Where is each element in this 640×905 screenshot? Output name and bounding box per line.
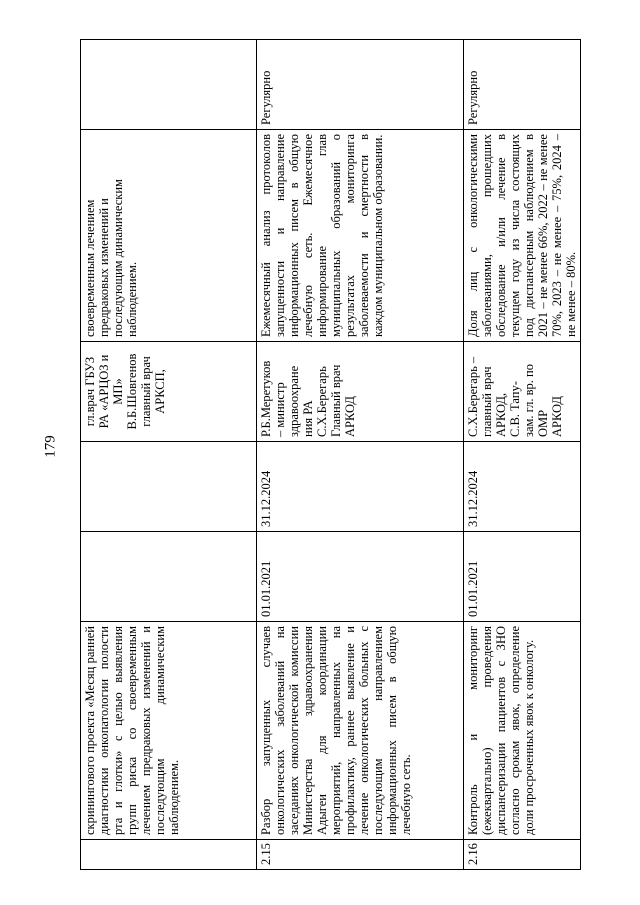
activity-cell: Контроль и мониторинг (ежеквартально) проведения диспансеризации пациентов с ЗНО согласно срокам явок, определение доли просроченных явок к онкологу. (464, 622, 581, 840)
periodicity-cell: Регулярно (464, 40, 581, 130)
table-row (464, 40, 581, 870)
responsible-line: – министр (273, 382, 287, 437)
responsible-line: АРКСП, (153, 369, 167, 414)
page-number: 179 (42, 435, 59, 458)
responsible-line: В.Б.Шовгенов (125, 353, 139, 430)
result-cell: Ежемесячный анализ протоколов запущенности и направление информационных писем в общую лечебную сеть. Ежемесячное информирование глав муниципальных образований о результатах мониторинга заболеваемости и смертности в каждом муниципальном образовании. (257, 130, 464, 342)
responsible-line: Р.Б.Меретуков (259, 360, 273, 437)
responsible-line: ния РА (301, 400, 315, 437)
responsible-cell (464, 342, 581, 442)
responsible-line: АРКОД (550, 396, 564, 437)
result-cell: Доля лиц с онкологическими заболеваниями, прошедших обследование и/или лечение в текущем году из числа состоящих под диспансерным наблюдением в 2021 – не менее 66%, 2022 – не менее 70%, 2023 – не менее – 75%, 2024 – не менее – 80%. (464, 130, 581, 342)
plan-table (80, 39, 581, 870)
responsible-line: АРКОД (343, 396, 357, 437)
table-row (257, 40, 464, 870)
end-date-cell (81, 442, 257, 532)
responsible-line: С.Х.Берегарь – (466, 356, 480, 437)
responsible-line: С.В. Тапу- (508, 381, 522, 437)
periodicity-cell: Регулярно (257, 40, 464, 130)
responsible-line: главный врач (139, 356, 153, 427)
responsible-line: гл.врач ГБУЗ (83, 356, 97, 427)
responsible-line: РА «АРЦОЗ и (97, 354, 111, 429)
responsible-line: МП» (111, 378, 125, 405)
responsible-line: Главный врач (329, 364, 343, 437)
responsible-line: главный врач (480, 366, 494, 437)
activity-cell: скринингового проекта «Месяц ранней диагностики онкопатологии полости рта и глотки» с целью выявления групп риска со своевременным лечением предраковых изменений и последующим динамическим наблюдением. (81, 622, 257, 840)
responsible-line: зам. гл. вр. по (522, 364, 536, 437)
start-date-cell: 01.01.2021 (257, 532, 464, 622)
end-date-cell: 31.12.2024 (464, 442, 581, 532)
responsible-line: С.Х.Берегарь (315, 366, 329, 437)
periodicity-cell (81, 40, 257, 130)
rotated-table-frame (80, 40, 578, 870)
responsible-line: ОМР (536, 409, 550, 437)
start-date-cell: 01.01.2021 (464, 532, 581, 622)
responsible-cell (81, 342, 257, 442)
end-date-cell: 31.12.2024 (257, 442, 464, 532)
start-date-cell (81, 532, 257, 622)
responsible-line: АРКОД, (494, 392, 508, 437)
row-number-cell (81, 840, 257, 870)
responsible-cell (257, 342, 464, 442)
row-number-cell: 2.15 (257, 840, 464, 870)
row-number-cell: 2.16 (464, 840, 581, 870)
table-row (81, 40, 257, 870)
result-cell: своевременным лечением предраковых изменений и последующим динамическим наблюдением. (81, 130, 257, 342)
activity-cell: Разбор запущенных случаев онкологических заболеваний на заседаниях онкологической комиссии Министерства здравоохранения Адыгеи для координации мероприятий, направленных на профилактику, раннее выявление и лечение онкологических больных с последующим направлением информационных писем в общую лечебную сеть. (257, 622, 464, 840)
responsible-line: здравоохране (287, 365, 301, 437)
